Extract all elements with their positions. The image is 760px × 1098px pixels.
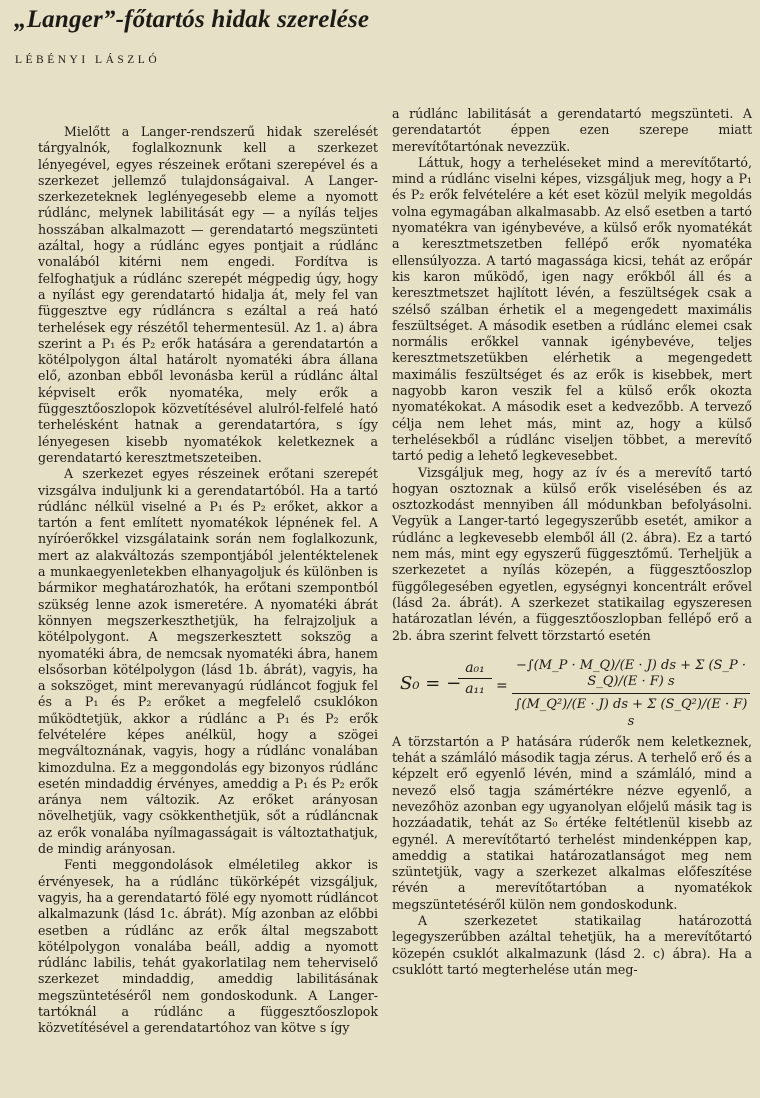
formula-ratio	[458, 658, 492, 698]
paragraph: Mielőtt a Langer-rendszerű hidak szerelését tárgyalnók, foglalkoznunk kell a szerkezet lényegével, egyes részeinek erőtani szerepével és a szerkezet jellemző tulajdonságaival. A Langer-szerkezeteknek leglényegesebb eleme a nyomott rúdlánc, melynek labilitását egy — a nyílás teljes hosszában alkalmazott — gerendatartó megszünteti azáltal, hogy a rúdlánc egyes pontjait a rúdlánc vonalából kitérni nem engedi. Fordítva is felfoghatjuk a rúdlánc szerepét mégpedig úgy, hogy a nyílást egy gerendatartó hidalja át, mely fel van függesztve egy rúdláncra s ezáltal a reá ható terhelések egy részétől tehermentesül. Az 1. a) ábra szerint a P₁ és P₂ erők hatására a gerendatartón a kötélpolygon által határolt nyomatéki ábra állana elő, azonban ebből levonásba kerül a rúdlánc által képviselt erők nyomatéka, mely erők a függesztőoszlopok közvetítésével alulról-felfelé ható terhelésként hatnak a gerendatartóra, s így lényegesen kisebb nyomatékok keletkeznek a gerendatartó keresztmetszeteiben.	[38, 124, 378, 465]
formula-fraction	[512, 658, 750, 730]
paragraph: Vizsgáljuk meg, hogy az ív és a merevítő tartó hogyan osztoznak a külső erők viselésében és az osztozkodást mennyiben áll módunkban befolyásolni. Vegyük a Langer-tartó legegyszerűbb esetét, amikor a rúdlánc a legkevesebb elemből áll (2. ábra). Ez a tartó nem más, mint egy egyszerű függesztőmű. Terheljük a szerkezetet a nyílás közepén, a függesztőoszlop függőlegesében egyetlen, egységnyi koncentrált erővel (lásd 2a. ábrát). A szerkezet statikailag egyszeresen határozatlan lévén, a függesztőoszlopban fellépő erő a 2b. ábra szerint felvett törzstartó esetén	[392, 464, 752, 643]
paragraph: Fenti meggondolások elméletileg akkor is érvényesek, ha a rúdlánc tükörképét vizsgáljuk, vagyis, ha a gerendatartó fölé egy nyomott rúdláncot alkalmazunk (lásd 1c. ábrát). Míg azonban az előbbi esetben a rúdlánc az erők által megszabott kötélpolygon vonalába beáll, addig a nyomott rúdlánc labilis, tehát gyakorlatilag nem teherviselő szerkezet mindaddig, ameddig labilitásának megszüntetéséről nem gondoskodunk. A Langer-tartóknál a rúdlánc a függesztőoszlopok közvetítésével a gerendatartóhoz van kötve s így	[38, 857, 378, 1036]
left-column	[38, 124, 378, 1037]
formula-numerator: −∫(M_P · M_Q)/(E · J) ds + Σ (S_P · S_Q)/(E · F) s	[512, 658, 750, 695]
paragraph: A szerkezetet statikailag határozottá legegyszerűbben azáltal tehetjük, ha a merevítőtartó közepén csuklót alkalmazunk (lásd 2. c) ábra). Ha a csuklótt tartó megterhelése után meg-	[392, 913, 752, 977]
formula-ratio-denominator: a₁₁	[465, 681, 485, 698]
paragraph: a rúdlánc labilitását a gerendatartó megszünteti. A gerendatartót éppen ezen szerepe miatt merevítőtartónak nevezzük.	[392, 106, 752, 154]
right-column	[392, 106, 752, 978]
paragraph: A szerkezet egyes részeinek erőtani szerepét vizsgálva induljunk ki a gerendatartóból. Ha a tartó rúdlánc nélkül viselné a P₁ és P₂ erőket, akkor a tartón a fent említett nyomatékok lépnének fel. A nyíróerőkkel vizsgálataink során nem foglalkozunk, mert az alakváltozás szempontjából jelentéktelenek a munkaegyenletekben elhanyagoljuk és különben is bármikor meghatározhatók, ha erőtani szempontból szükség lenne azok ismeretére. A nyomatéki ábrát könnyen megszerkeszthetjük, ha felrajzoljuk a kötélpolygont. A megszerkesztett sokszög a nyomatéki ábra, de nemcsak nyomatéki ábra, hanem elsősorban kötélpolygon (lásd 1b. ábrát), vagyis, ha a sokszöget, mint merevanyagú rúdláncot fogjuk fel és a P₁ és P₂ erőket a megfelelő csuklókon működtetjük, akkor a rúdlánc a P₁ és P₂ erők felvételére képes anélkül, hogy a szögei megváltoznának, vagyis, hogy a rúdlánc vonalában kimozdulna. Ez a meggondolás egy bizonyos rúdlánc esetén mindaddig érvényes, ameddig a P₁ és P₂ erők aránya nem változik. Az erőket arányosan növelhetjük, vagy csökkenthetjük, sőt a rúdláncnak az erők vonalába nyílmagasságait is változtathatjuk, de mindig arányosan.	[38, 466, 378, 857]
formula-s0	[392, 657, 752, 729]
author-name: LÉBÉNYI LÁSZLÓ	[15, 54, 161, 66]
paragraph: Láttuk, hogy a terheléseket mind a merevítőtartó, mind a rúdlánc viselni képes, vizsgáljuk meg, hogy a P₁ és P₂ erők felvételére a két eset közül melyik megoldás volna egymagában alkalmasabb. Az első esetben a tartó nyomatékra van igénybevéve, a külső erők nyomatékát a keresztmetszetben fellépő erők nyomatéka ellensúlyozza. A tartó magassága kicsi, tehát az erőpár kis karon működő, igen nagy erőkből áll és a keresztmetszet hajlított lévén, a feszültségek csak a szélső szálban érhetik el a megengedett maximális feszültséget. A második esetben a rúdlánc elemei csak normális erőkkel vannak igénybevéve, teljes keresztmetszetükben elérhetik a megengedett maximális feszültséget és az erők is kisebbek, mert nagyobb karon veszik fel a külső erők okozta nyomatékokat. A második eset a kedvezőbb. A tervező célja nem lehet más, mint az, hogy a külső terhelésekből a rúdlánc viseljen többet, a merevítő tartó pedig a lehető legkevesebbet.	[392, 154, 752, 464]
formula-equals: =	[496, 677, 508, 694]
article-title: „Langer”-főtartós hidak szerelése	[14, 6, 370, 33]
formula-lhs: S₀ = −	[400, 672, 462, 694]
formula-denominator: ∫(M_Q²)/(E · J) ds + Σ (S_Q²)/(E · F) s	[514, 697, 748, 729]
formula-ratio-numerator: a₀₁	[458, 658, 492, 679]
paragraph: A törzstartón a P hatására rúderők nem keletkeznek, tehát a számláló második tagja zérus. A terhelő erő és a képzelt erő egyenlő lévén, mind a számláló, mind a nevező első tagja számértékre nézve egyenlő, a nevezőhöz azonban egy ugyanolyan előjelű másik tag is hozzáadatik, tehát az S₀ értéke feltétlenül kisebb az egynél. A merevítőtartó terhelést mindenképpen kap, ameddig a statikai határozatlanságot meg nem szüntetjük, vagy a szerkezet alkalmas előfeszítése révén a merevítőtartóban a nyomatékok megszüntetéséről külön nem gondoskodunk.	[392, 733, 752, 912]
